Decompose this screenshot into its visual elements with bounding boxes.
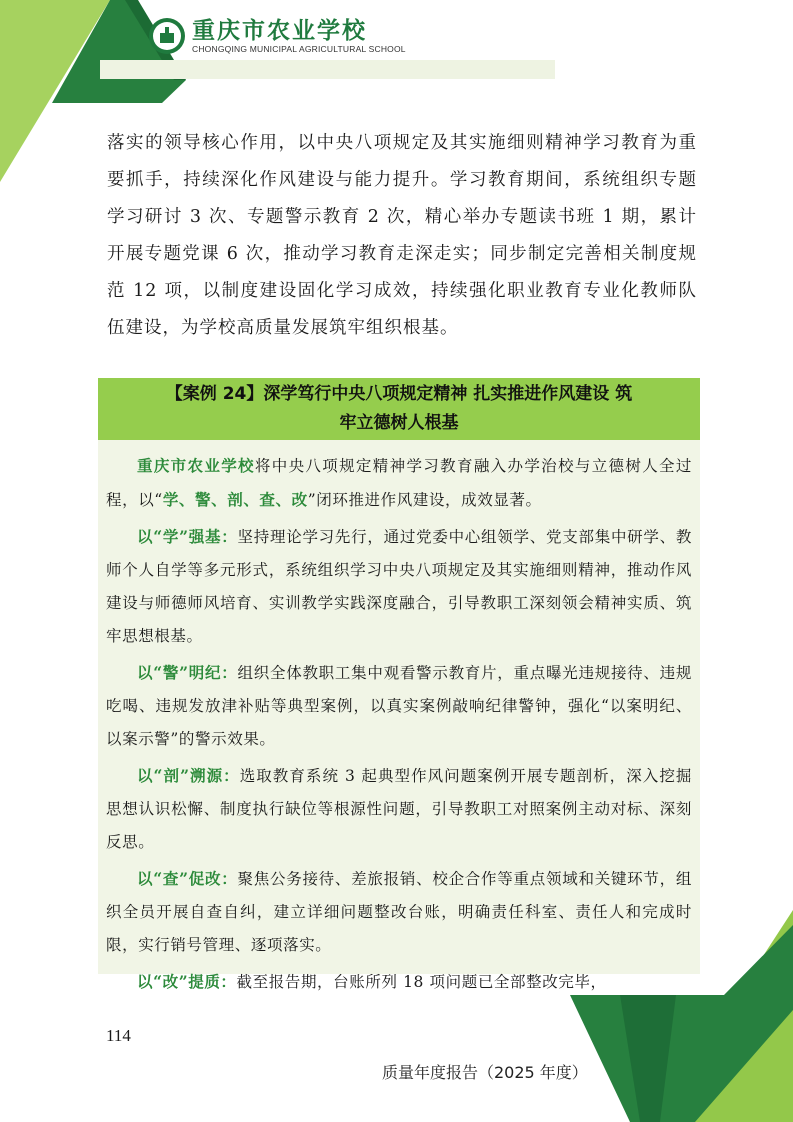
intro-paragraph: 落实的领导核心作用，以中央八项规定及其实施细则精神学习教育为重要抓手，持续深化作风建设与能力提升。学习教育期间，系统组织专题学习研讨 3 次、专题警示教育 2 次，精心举办专题读书班 1 期，累计开展专题党课 6 次，推动学习教育走深走实；同步制定完善相关制度规范 12 项，以制度建设固化学习成效，持续强化职业教育专业化教师队伍建设，为学校高质量发展筑牢组织根基。 bbox=[107, 133, 697, 338]
intro-section bbox=[107, 125, 697, 347]
school-name-en: CHONGQING MUNICIPAL AGRICULTURAL SCHOOL bbox=[192, 44, 406, 54]
case-title-line1: 【案例 24】深学笃行中央八项规定精神 扎实推进作风建设 筑 bbox=[165, 384, 633, 404]
report-title: 质量年度报告（2025 年度） bbox=[382, 1063, 588, 1082]
case-lead: 以“查”促改： bbox=[137, 869, 238, 888]
case-text: 将中央八项规定精神学习教育融入办学治校与立德树人全过程，以“ bbox=[106, 457, 692, 509]
case-paragraph bbox=[106, 449, 692, 517]
case-title bbox=[98, 378, 700, 440]
case-body bbox=[98, 440, 700, 999]
school-name-cn: 重庆市农业学校 bbox=[192, 17, 367, 44]
case-paragraph bbox=[106, 965, 692, 999]
case-text: 组织全体教职工集中观看警示教育片，重点曝光违规接待、违规吃喝、违规发放津补贴等典型案例，以真实案例敲响纪律警钟，强化“以案明纪、以案示警”的警示效果。 bbox=[106, 664, 692, 748]
case-text: 截至报告期，台账所列 18 项问题已全部整改完毕， bbox=[236, 973, 607, 991]
case-box bbox=[98, 378, 700, 991]
case-paragraph bbox=[106, 656, 692, 756]
case-paragraph bbox=[106, 520, 692, 653]
case-title-line2: 牢立德树人根基 bbox=[339, 413, 459, 433]
page-number: 114 bbox=[106, 1026, 131, 1045]
case-text: 选取教育系统 3 起典型作风问题案例开展专题剖析，深入挖掘思想认识松懈、制度执行缺位等根源性问题，引导教职工对照案例主动对标、深刻反思。 bbox=[106, 767, 692, 851]
case-paragraph bbox=[106, 759, 692, 859]
case-lead: 以“剖”溯源： bbox=[137, 766, 240, 785]
school-logo bbox=[148, 17, 406, 55]
case-lead-inline: 学、警、剖、查、改 bbox=[162, 490, 308, 509]
case-lead: 重庆市农业学校 bbox=[137, 456, 255, 475]
case-text: 聚焦公务接待、差旅报销、校企合作等重点领域和关键环节，组织全员开展自查自纠，建立详细问题整改台账，明确责任科室、责任人和完成时限，实行销号管理、逐项落实。 bbox=[106, 870, 692, 954]
school-seal-icon bbox=[148, 17, 186, 55]
case-text: 坚持理论学习先行，通过党委中心组领学、党支部集中研学、教师个人自学等多元形式，系统组织学习中央八项规定及其实施细则精神，推动作风建设与师德师风培育、实训教学实践深度融合，引导教职工深刻领会精神实质、筑牢思想根基。 bbox=[106, 528, 692, 645]
case-text-tail: ”闭环推进作风建设，成效显著。 bbox=[307, 491, 542, 509]
case-paragraph bbox=[106, 862, 692, 962]
case-lead: 以“学”强基： bbox=[137, 527, 238, 546]
case-lead: 以“警”明纪： bbox=[137, 663, 238, 682]
header-bar bbox=[100, 60, 555, 79]
case-lead: 以“改”提质： bbox=[137, 972, 237, 991]
